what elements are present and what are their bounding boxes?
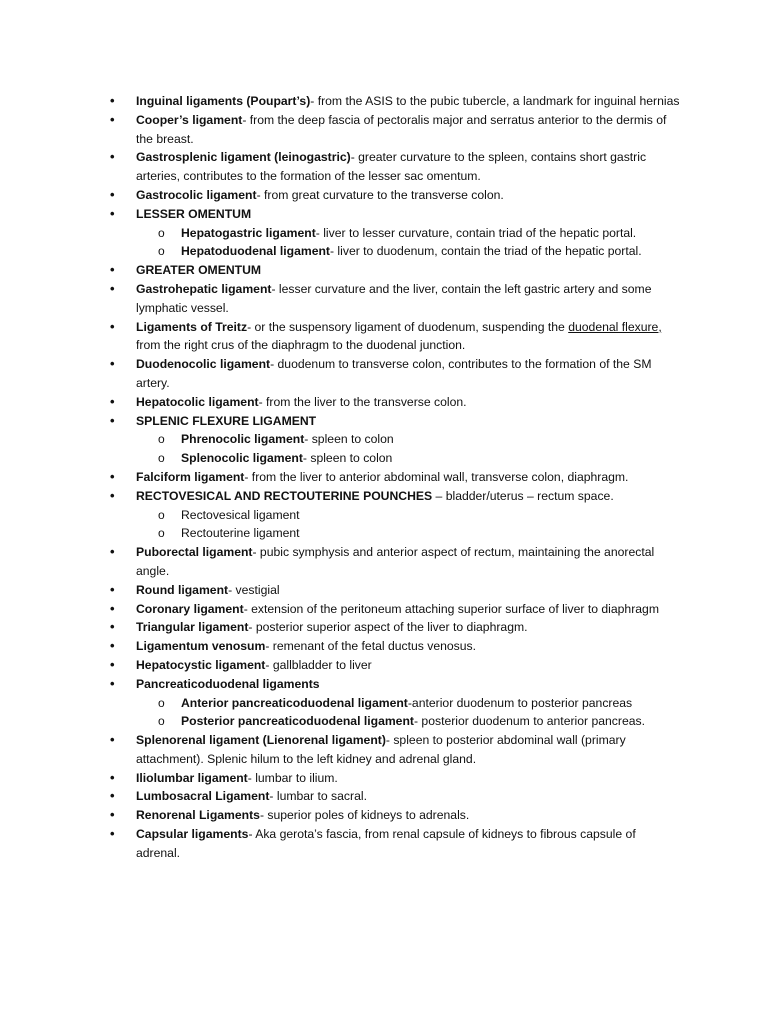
item-term: Ligaments of Treitz	[136, 319, 248, 334]
item-text-continued: from the right crus of the diaphragm to the duodenal junction.	[136, 338, 466, 353]
item-text: - vestigial	[228, 582, 280, 597]
list-item	[108, 600, 683, 619]
list-item	[108, 787, 683, 806]
list-item	[108, 280, 683, 318]
sub-bullet-icon: o	[158, 695, 165, 710]
sub-list-item	[108, 430, 683, 449]
item-text: -anterior duodenum to posterior pancreas	[407, 695, 633, 710]
item-term: Ligamentum venosum	[136, 639, 266, 654]
item-text: - spleen to posterior abdominal wall (primary attachment). Splenic hilum to the left kidney and adrenal gland.	[136, 733, 626, 766]
list-item	[108, 675, 683, 694]
item-term: Posterior pancreaticoduodenal ligament	[181, 714, 414, 729]
item-term: Iliolumbar ligament	[136, 770, 248, 785]
sub-list-item	[108, 506, 683, 525]
bullet-icon: •	[110, 619, 115, 635]
item-term: Coronary ligament	[136, 601, 244, 616]
bullet-icon: •	[110, 412, 115, 428]
item-text: - lumbar to sacral.	[269, 789, 367, 804]
item-text: - or the suspensory ligament of duodenum, suspending the	[247, 319, 569, 334]
bullet-icon: •	[110, 205, 115, 221]
bullet-icon: •	[110, 544, 115, 560]
list-item	[108, 806, 683, 825]
item-text: - from the ASIS to the pubic tubercle, a landmark for inguinal hernias	[310, 94, 680, 108]
item-text: – bladder/uterus – rectum space.	[432, 488, 614, 503]
list-item	[108, 769, 683, 788]
list-item	[108, 637, 683, 656]
list-item	[108, 656, 683, 675]
sub-bullet-icon: o	[158, 714, 165, 729]
sub-bullet-icon: o	[158, 225, 165, 240]
item-text: - posterior duodenum to anterior pancreas.	[413, 714, 645, 729]
list-item	[108, 318, 683, 356]
item-term: SPLENIC FLEXURE LIGAMENT	[136, 413, 317, 428]
list-item	[108, 205, 683, 224]
bullet-icon: •	[110, 826, 115, 842]
underlined-term: duodenal flexure,	[568, 319, 662, 334]
bullet-icon: •	[110, 788, 115, 804]
list-item	[108, 618, 683, 637]
sub-bullet-icon: o	[158, 432, 165, 447]
item-text: - lumbar to ilium.	[247, 770, 338, 785]
bullet-icon: •	[110, 93, 115, 108]
item-term: Puborectal ligament	[136, 545, 253, 560]
list-item	[108, 487, 683, 506]
item-term: Phrenocolic ligament	[181, 432, 305, 447]
item-text: - duodenum to transverse colon, contributes to the formation of the SM artery.	[136, 357, 652, 390]
bullet-icon: •	[110, 280, 115, 296]
list-item	[108, 468, 683, 487]
sub-list-item	[108, 242, 683, 261]
item-term: Hepatogastric ligament	[181, 225, 316, 240]
sub-bullet-icon: o	[158, 507, 165, 522]
bullet-icon: •	[110, 581, 115, 597]
item-term: Round ligament	[136, 582, 229, 597]
sub-bullet-icon: o	[158, 526, 165, 541]
item-term: Gastrohepatic ligament	[136, 281, 272, 296]
bullet-icon: •	[110, 111, 115, 127]
list-item	[108, 186, 683, 205]
sub-list-item	[108, 449, 683, 468]
sub-list-item	[108, 712, 683, 731]
item-term: LESSER OMENTUM	[136, 206, 252, 221]
bullet-icon: •	[110, 638, 115, 654]
bullet-icon: •	[110, 675, 115, 691]
item-text: - liver to duodenum, contain the triad of the hepatic portal.	[329, 244, 642, 259]
bullet-icon: •	[110, 468, 115, 484]
list-item	[108, 581, 683, 600]
list-item	[108, 825, 683, 863]
item-text: - remenant of the fetal ductus venosus.	[265, 639, 477, 654]
item-text: - extension of the peritoneum attaching superior surface of liver to diaphragm	[243, 601, 659, 616]
item-term: Hepatocolic ligament	[136, 394, 259, 409]
bullet-icon: •	[110, 487, 115, 503]
item-term: Triangular ligament	[136, 620, 249, 635]
item-text: - spleen to colon	[302, 451, 393, 466]
list-item	[108, 355, 683, 393]
bullet-icon: •	[110, 600, 115, 616]
item-term: Hepatoduodenal ligament	[181, 244, 330, 259]
item-term: Inguinal ligaments (Poupart’s)	[136, 94, 311, 108]
bullet-icon: •	[110, 807, 115, 823]
item-text: - spleen to colon	[304, 432, 394, 447]
item-text: - gallbladder to liver	[265, 657, 372, 672]
bullet-icon: •	[110, 186, 115, 202]
item-text: - from the deep fascia of pectoralis major and serratus anterior to the dermis of the breast.	[136, 112, 667, 146]
bullet-icon: •	[110, 262, 115, 278]
sub-bullet-icon: o	[158, 451, 165, 466]
item-term: Splenocolic ligament	[181, 451, 303, 466]
item-text: - pubic symphysis and anterior aspect of rectum, maintaining the anorectal angle.	[136, 545, 655, 578]
sub-list-item	[108, 224, 683, 243]
list-item	[108, 111, 683, 149]
bullet-icon: •	[110, 149, 115, 165]
list-item	[108, 731, 683, 769]
item-text: - from great curvature to the transverse colon.	[256, 187, 504, 202]
item-text: - greater curvature to the spleen, contains short gastric arteries, contributes to the formation of the lesser sac omentum.	[136, 150, 647, 184]
bullet-icon: •	[110, 732, 115, 748]
item-text: - superior poles of kidneys to adrenals.	[259, 808, 470, 823]
bullet-icon: •	[110, 393, 115, 409]
item-text: - posterior superior aspect of the liver to diaphragm.	[248, 620, 528, 635]
list-item	[108, 543, 683, 581]
item-term: Splenorenal ligament (Lienorenal ligament)	[136, 733, 386, 748]
sub-list-item	[108, 694, 683, 713]
item-text: Rectouterine ligament	[181, 526, 300, 541]
item-term: Gastrosplenic ligament (leinogastric)	[136, 150, 351, 165]
item-text: - Aka gerota’s fascia, from renal capsule of kidneys to fibrous capsule of adrenal.	[136, 827, 636, 860]
item-term: Hepatocystic ligament	[136, 657, 266, 672]
list-item	[108, 261, 683, 280]
bullet-icon: •	[110, 769, 115, 785]
item-term: Gastrocolic ligament	[136, 187, 257, 202]
item-term: Renorenal Ligaments	[136, 808, 260, 823]
sub-bullet-icon: o	[158, 244, 165, 259]
bullet-icon: •	[110, 318, 115, 334]
bullet-icon: •	[110, 356, 115, 372]
list-item	[108, 412, 683, 431]
item-text: - from the liver to anterior abdominal wall, transverse colon, diaphragm.	[244, 469, 629, 484]
item-term: Falciform ligament	[136, 469, 245, 484]
item-term: Duodenocolic ligament	[136, 357, 271, 372]
item-term: Lumbosacral Ligament	[136, 789, 270, 804]
item-term: Capsular ligaments	[136, 827, 249, 842]
item-text: - from the liver to the transverse colon.	[258, 394, 467, 409]
sub-list-item	[108, 524, 683, 543]
item-text: - lesser curvature and the liver, contain the left gastric artery and some lymphatic vessel.	[136, 281, 652, 315]
ligament-list	[108, 92, 683, 863]
item-term: Cooper’s ligament	[136, 112, 243, 127]
item-term: GREATER OMENTUM	[136, 263, 262, 278]
list-item	[108, 92, 683, 111]
item-text: - liver to lesser curvature, contain triad of the hepatic portal.	[315, 225, 637, 240]
list-item	[108, 393, 683, 412]
item-term: Pancreaticoduodenal ligaments	[136, 676, 320, 691]
item-term: RECTOVESICAL AND RECTOUTERINE POUNCHES	[136, 488, 433, 503]
item-text: Rectovesical ligament	[181, 507, 300, 522]
item-term: Anterior pancreaticoduodenal ligament	[181, 695, 408, 710]
bullet-icon: •	[110, 656, 115, 672]
list-item	[108, 148, 683, 186]
